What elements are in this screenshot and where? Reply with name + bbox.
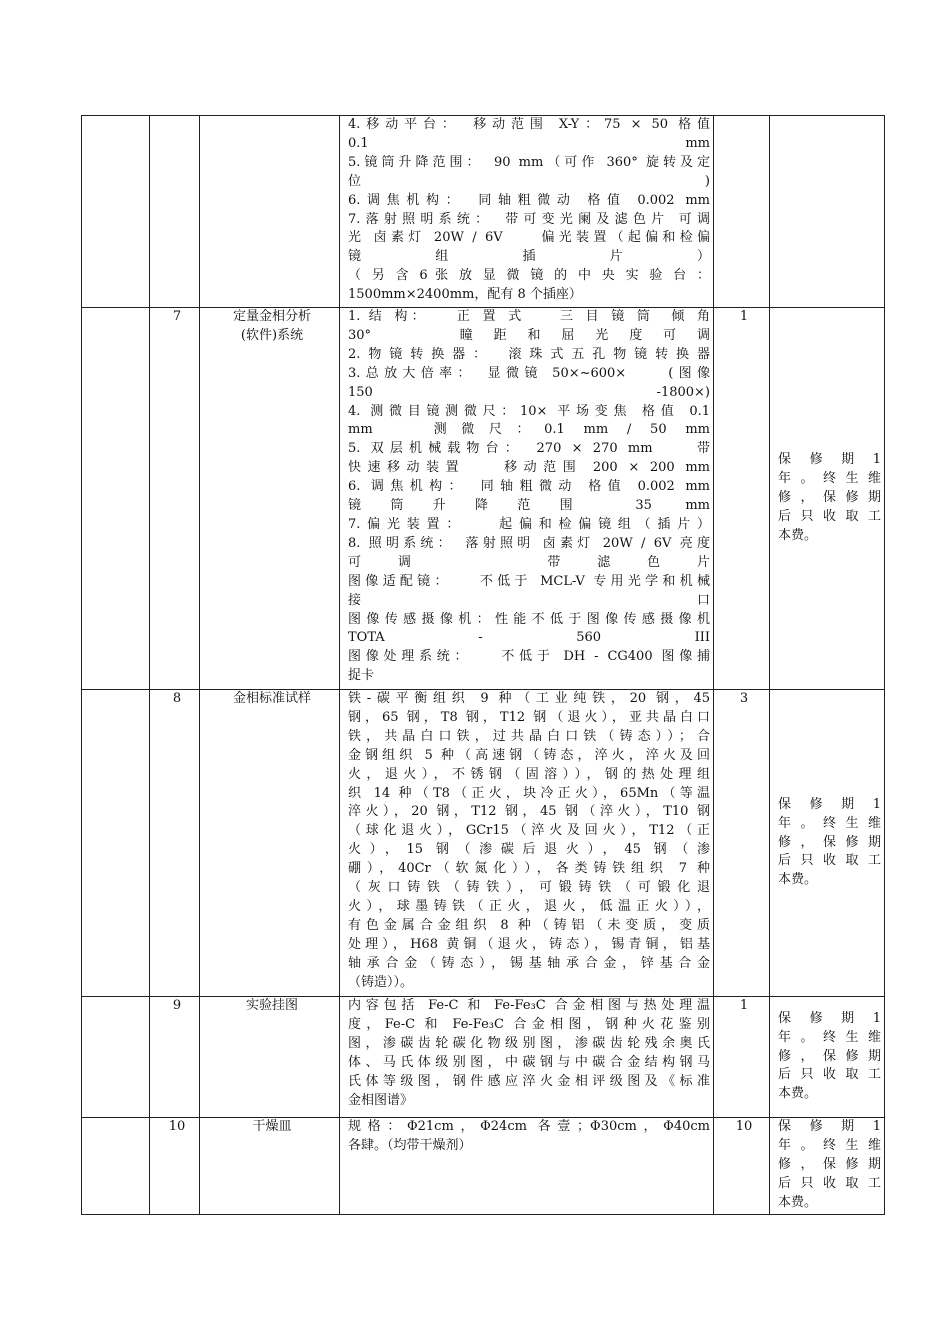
category-cell — [82, 997, 150, 1118]
item-number-cell — [150, 116, 200, 308]
item-spec-cell — [340, 116, 714, 308]
spec-line: 淬火），20 钢，T12 钢，45 钢（淬火），T10 钢 — [348, 804, 710, 820]
item-quantity: 10 — [735, 1119, 753, 1134]
spec-line: 铁，共晶白口铁，过共晶白口铁（铸态））；合 — [348, 728, 710, 744]
spec-line: 图像适配镜： 不低于 MCL-V 专用光学和机械 — [348, 573, 710, 589]
warranty-line: 本费。 — [778, 1086, 818, 1102]
item-name-line: 干燥皿 — [252, 1119, 292, 1134]
spec-line: 镜组插片） — [348, 249, 710, 265]
warranty-line: 本费。 — [778, 872, 818, 888]
item-name-cell — [200, 690, 340, 997]
category-cell — [82, 116, 150, 308]
spec-line: TOTA - 560 III — [348, 630, 710, 646]
warranty-line: 保 修 期 1 — [778, 1010, 881, 1026]
item-number-cell — [150, 690, 200, 997]
spec-line: 光 卤素灯 20W / 6V 偏光装置（起偏和检偏 — [348, 230, 710, 246]
item-number: 7 — [172, 309, 182, 324]
item-name-cell — [200, 1118, 340, 1215]
spec-line: 1500mm×2400mm，配有 8 个插座） — [348, 287, 582, 303]
item-number: 9 — [172, 998, 182, 1013]
spec-line: 3.总放大倍率： 显微镜 50×~600× (图像 — [348, 365, 710, 381]
spec-line: 规格：Φ21cm，Φ24cm 各壹；Φ30cm，Φ40cm — [348, 1119, 710, 1134]
item-number: 10 — [168, 1119, 186, 1134]
spec-line: 体、马氏体级别图，中碳钢与中碳合金结构钢马 — [348, 1054, 710, 1070]
table-row — [82, 1118, 885, 1215]
spec-line: 硼），40Cr（软氮化）），各类铸铁组织 7 种 — [348, 861, 710, 877]
spec-line: 铁-碳平衡组织 9 种（工业纯铁，20 钢，45 — [348, 691, 710, 706]
item-number-cell — [150, 1118, 200, 1215]
item-name-cell — [200, 997, 340, 1118]
spec-line: 位) — [348, 173, 710, 189]
item-number-cell — [150, 997, 200, 1118]
item-quantity-cell — [714, 116, 770, 308]
warranty-cell — [770, 308, 885, 690]
spec-line: mm 测微尺：0.1 mm / 50 mm — [348, 422, 710, 438]
table-row — [82, 116, 885, 308]
spec-line: 30° 瞳距和屈光度可调 — [348, 327, 710, 343]
spec-line: 内容包括 Fe-C 和 Fe-Fe₃C 合金相图与热处理温 — [348, 998, 710, 1013]
warranty-cell — [770, 690, 885, 997]
warranty-line: 本费。 — [778, 527, 818, 543]
item-name-cell — [200, 116, 340, 308]
item-quantity-cell — [714, 690, 770, 997]
item-number: 8 — [172, 691, 182, 706]
item-quantity-cell — [714, 308, 770, 690]
spec-line: 火），15 钢（渗碳后退火），45 钢（渗 — [348, 842, 710, 858]
warranty-line: 后只收取工 — [778, 853, 881, 869]
spec-line: 6.调焦机构： 同轴粗微动 格值 0.002 mm — [348, 192, 710, 208]
spec-line: （铸造））。 — [348, 974, 414, 990]
item-spec-cell — [340, 1118, 714, 1215]
spec-line: 可调 带滤色片 — [348, 554, 710, 570]
spec-line: （ 另 含 6 张 放 显 微 镜 的 中 央 实 验 台 ： — [348, 268, 710, 284]
item-name-line: (软件)系统 — [240, 327, 304, 343]
spec-line: 度，Fe-C 和 Fe-Fe₃C 合金相图，钢种火花鉴别 — [348, 1016, 710, 1032]
spec-line: 处理），H68 黄铜（退火，铸态），锡青铜，铝基 — [348, 936, 710, 952]
category-cell — [82, 1118, 150, 1215]
spec-line: 有色金属合金组织 8 种（铸铝（未变质，变质 — [348, 917, 710, 933]
spec-line: 捉卡 — [348, 668, 375, 684]
spec-line: 8. 照明系统： 落射照明 卤素灯 20W / 6V 亮度 — [348, 535, 710, 551]
warranty-line: 年。终生维 — [778, 471, 881, 487]
spec-line: 4.移动平台： 移动范围 X-Y：75 × 50 格值 — [348, 117, 710, 132]
spec-line: 金钢组织 5 种（高速钢（铸态，淬火，淬火及回 — [348, 747, 710, 763]
item-number-cell — [150, 308, 200, 690]
table-row — [82, 997, 885, 1118]
item-quantity: 1 — [739, 998, 749, 1013]
spec-line: 金相图谱》 — [348, 1092, 414, 1108]
warranty-cell — [770, 997, 885, 1118]
item-name-line: 金相标准试样 — [232, 691, 311, 706]
warranty-line: 本费。 — [778, 1194, 818, 1210]
spec-line: 火），球墨铸铁（正火，退火，低温正火））， — [348, 898, 710, 914]
table-body — [82, 116, 885, 1215]
warranty-line: 修，保修期 — [778, 1156, 881, 1172]
spec-line: 1. 结 构： 正 置 式 三 目 镜 筒 倾 角 — [348, 309, 710, 324]
item-spec-cell — [340, 997, 714, 1118]
item-quantity: 1 — [739, 309, 749, 324]
spec-line: 5.镜筒升降范围： 90 mm（可作 360° 旋转及定 — [348, 154, 710, 170]
category-cell — [82, 690, 150, 997]
warranty-line: 年。终生维 — [778, 1029, 881, 1045]
spec-line: （球化退火），GCr15（淬火及回火），T12（正 — [348, 823, 710, 839]
spec-line: 接口 — [348, 592, 710, 608]
spec-line: 7.落射照明系统： 带可变光阑及滤色片 可调 — [348, 211, 710, 227]
warranty-line: 后只收取工 — [778, 508, 881, 524]
spec-line: 2.物镜转换器： 滚珠式五孔物镜转换器 — [348, 346, 710, 362]
equipment-spec-table — [81, 115, 885, 1215]
spec-line: 7.偏光装置： 起偏和检偏镜组（插片） — [348, 516, 710, 532]
category-cell — [82, 308, 150, 690]
spec-line: （灰口铸铁（铸铁），可锻铸铁（可锻化退 — [348, 880, 710, 896]
spec-line: 轴承合金（铸态），锡基轴承合金，锌基合金 — [348, 955, 710, 971]
warranty-line: 修，保修期 — [778, 490, 881, 506]
warranty-line: 保 修 期 1 — [778, 796, 881, 812]
item-name-line: 定量金相分析 — [232, 309, 311, 324]
spec-line: 镜筒升降范围 35 mm — [348, 498, 710, 514]
item-quantity: 3 — [739, 691, 749, 706]
warranty-cell — [770, 1118, 885, 1215]
spec-line: 钢，65 钢，T8 钢，T12 钢（退火），亚共晶白口 — [348, 709, 710, 725]
spec-line: 火，退火），不锈钢（固溶）），钢的热处理组 — [348, 766, 710, 782]
warranty-line: 年。终生维 — [778, 1137, 881, 1153]
item-quantity-cell — [714, 997, 770, 1118]
spec-line: 4. 测微目镜测微尺：10× 平场变焦 格值 0.1 — [348, 403, 710, 419]
spec-line: 5. 双层机械载物台： 270 × 270 mm 带 — [348, 441, 710, 457]
warranty-line: 年。终生维 — [778, 815, 881, 831]
table-row — [82, 308, 885, 690]
warranty-line: 后只收取工 — [778, 1175, 881, 1191]
spec-line: 图像传感摄像机：性能不低于图像传感摄像机 — [348, 611, 710, 627]
spec-line: 0.1 mm — [348, 135, 710, 151]
spec-line: 织 14 种（T8（正火，块冷正火），65Mn（等温 — [348, 785, 710, 801]
spec-line: 快速移动装置 移动范围 200 × 200 mm — [348, 460, 710, 476]
spec-line: 图，渗碳齿轮碳化物级别图，渗碳齿轮残余奥氏 — [348, 1035, 710, 1051]
item-name-line: 实验挂图 — [245, 998, 298, 1013]
warranty-cell — [770, 116, 885, 308]
item-name-cell — [200, 308, 340, 690]
item-spec-cell — [340, 308, 714, 690]
warranty-line: 后只收取工 — [778, 1067, 881, 1083]
spec-line: 150 -1800×) — [348, 384, 710, 400]
spec-line: 6. 调焦机构： 同轴粗微动 格值 0.002 mm — [348, 479, 710, 495]
warranty-line: 保 修 期 1 — [778, 1119, 881, 1134]
warranty-line: 修，保修期 — [778, 1048, 881, 1064]
spec-line: 氏体等级图，钢件感应淬火金相评级图及《标准 — [348, 1073, 710, 1089]
spec-line: 各肆。（均带干燥剂） — [348, 1137, 472, 1153]
item-quantity-cell — [714, 1118, 770, 1215]
warranty-line: 修，保修期 — [778, 834, 881, 850]
table-row — [82, 690, 885, 997]
warranty-line: 保 修 期 1 — [778, 452, 881, 468]
spec-line: 图像处理系统： 不低于 DH - CG400 图像捕 — [348, 649, 710, 665]
item-spec-cell — [340, 690, 714, 997]
